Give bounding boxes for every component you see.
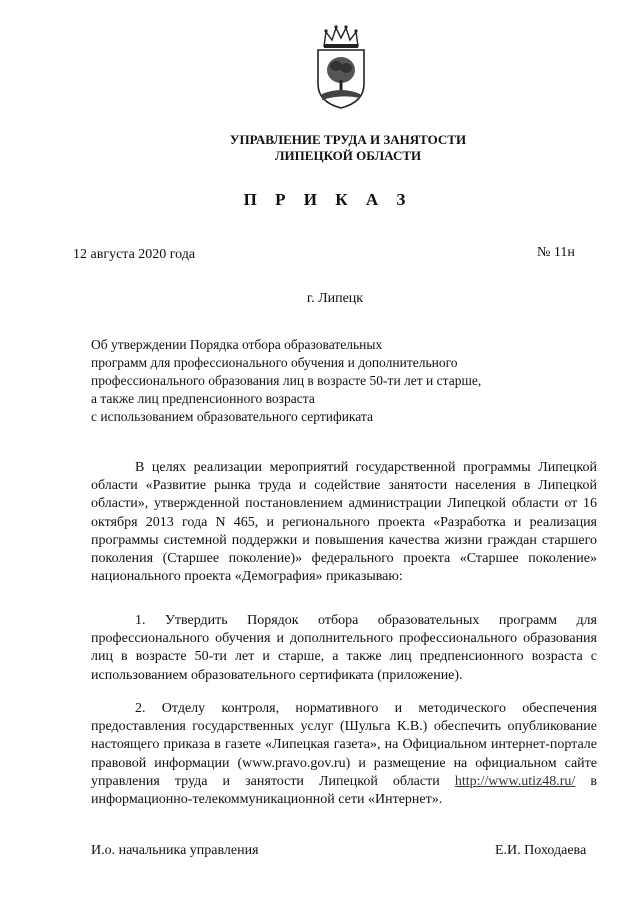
signatory-name: Е.И. Походаева [495, 843, 587, 858]
authority-name-line2: ЛИПЕЦКОЙ ОБЛАСТИ [274, 148, 422, 163]
document-subject [91, 336, 571, 426]
order-item-1 [91, 612, 597, 685]
order-item-2 [91, 700, 597, 809]
subject-line: профессионального образования лиц в возрасте 50-ти лет и старше, [91, 373, 482, 388]
order-item-2-text: 2. Отделу контроля, нормативного и методического обеспечения предоставления государственных услуг (Шульга К.В.) обеспечить опубликование настоящего приказа в газете «Липецкая газета», на Официальном интернет-портале правовой информации (www.pravo.gov.ru) и размещение на официальном сайте управления труда и занятости Липецкой области [91, 701, 597, 789]
coat-of-arms-icon [312, 24, 370, 110]
document-type-title: П Р И К А З [243, 190, 413, 209]
subject-line: а также лиц предпенсионного возраста [91, 391, 315, 406]
document-city: г. Липецк [306, 291, 364, 306]
website-link[interactable]: http://www.utiz48.ru/ [454, 773, 576, 789]
subject-line: Об утверждении Порядка отбора образовательных [91, 337, 383, 352]
document-number: № 11н [537, 245, 575, 260]
authority-name-line1: УПРАВЛЕНИЕ ТРУДА И ЗАНЯТОСТИ [229, 132, 467, 147]
order-item-2-tail: в информационно-телекоммуникационной сети «Интернет». [91, 773, 598, 808]
preamble-text: В целях реализации мероприятий государственной программы Липецкой области «Развитие рынка труда и содействие занятости населения в Липецкой области», утвержденной постановлением администрации Липецкой области от 16 октября 2013 года N 465, и регионального проекта «Разработка и реализация программы системной поддержки и повышения качества жизни граждан старшего поколения (Старшее поколение)» федерального проекта «Старшее поколение» национального проекта «Демография» приказываю: [91, 460, 597, 585]
subject-line: с использованием образовательного сертификата [91, 409, 373, 424]
signatory-position: И.о. начальника управления [91, 843, 259, 858]
subject-line: программ для профессионального обучения и дополнительного [91, 355, 458, 370]
document-date: 12 августа 2020 года [73, 247, 196, 262]
order-item-1-text: 1. Утвердить Порядок отбора образовательных программ для профессионального обучения и дополнительного профессионального образования лиц в возрасте 50-ти лет и старше, а также лиц предпенсионного возраста с использованием образовательного сертификата (приложение). [91, 613, 597, 683]
preamble-paragraph [91, 459, 597, 586]
